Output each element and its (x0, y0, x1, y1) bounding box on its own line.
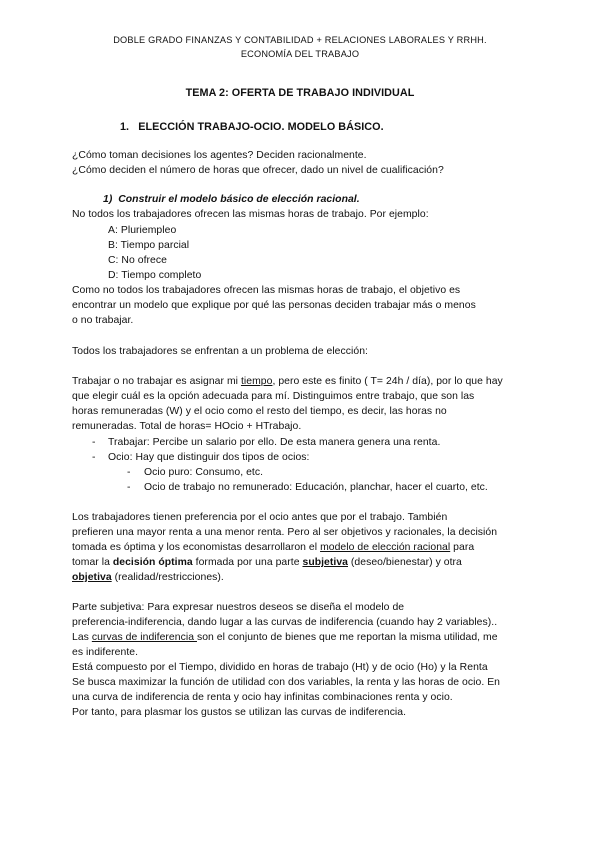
paragraph-line (72, 631, 498, 644)
paragraph-line: es indiferente. (72, 647, 139, 658)
section-number: 1. (120, 121, 130, 133)
paragraph-line: Parte subjetiva: Para expresar nuestros deseos se diseña el modelo de (72, 602, 405, 613)
question-1: ¿Cómo toman decisiones los agentes? Deciden racionalmente. (72, 150, 367, 161)
example-item: B: Tiempo parcial (108, 240, 190, 251)
paragraph-line: horas remuneradas (W) y el ocio como el resto del tiempo, es decir, las horas no (72, 406, 447, 417)
paragraph-line: Los trabajadores tienen preferencia por el ocio antes que por el trabajo. También (72, 512, 448, 523)
example-item: A: Pluriempleo (108, 225, 177, 236)
text-run: Las (72, 632, 92, 643)
bullet-item: Trabajar: Percibe un salario por ello. De esta manera genera una renta. (108, 437, 441, 448)
paragraph-line: una curva de indiferencia de renta y ocio hay infinitas combinaciones renta y ocio. (72, 692, 453, 703)
example-item: D: Tiempo completo (108, 270, 202, 281)
text-run: tomar la (72, 557, 113, 568)
paragraph-line (72, 541, 474, 554)
paragraph-line: preferencia-indiferencia, dando lugar a las curvas de indiferencia (cuando hay 2 variables).. (72, 617, 498, 628)
paragraph-line: que elegir cuál es la opción adecuada para mí. Distinguimos entre trabajo, que son las (72, 391, 475, 402)
dash-bullet: - (127, 467, 131, 478)
header-degree: DOBLE GRADO FINANZAS Y CONTABILIDAD + RELACIONES LABORALES Y RRHH. (113, 35, 487, 45)
intro-text: No todos los trabajadores ofrecen las mismas horas de trabajo. Por ejemplo: (72, 209, 429, 220)
subsection-title: Construir el modelo básico de elección racional. (118, 194, 360, 205)
paragraph-line: Todos los trabajadores se enfrentan a un problema de elección: (72, 346, 368, 357)
underlined-term-modelo: modelo de elección racional (320, 542, 451, 553)
subsection-number: 1) (103, 194, 113, 205)
bold-term-decision: decisión óptima (112, 557, 193, 568)
underlined-term-tiempo: tiempo (240, 376, 273, 387)
text-run: para (450, 542, 475, 553)
paragraph-line (72, 375, 503, 388)
paragraph-line: Por tanto, para plasmar los gustos se utilizan las curvas de indiferencia. (72, 707, 407, 718)
bullet-item: Ocio: Hay que distinguir dos tipos de ocios: (108, 452, 310, 463)
text-run: formada por una parte (192, 557, 303, 568)
sub-bullet-item: Ocio puro: Consumo, etc. (144, 467, 264, 478)
dash-bullet: - (127, 482, 131, 493)
paragraph-line: Se busca maximizar la función de utilidad con dos variables, la renta y las horas de ocio. En (72, 677, 501, 688)
header-course: ECONOMÍA DEL TRABAJO (240, 49, 360, 59)
bold-term-subjetiva: subjetiva (302, 557, 348, 568)
page-title: TEMA 2: OFERTA DE TRABAJO INDIVIDUAL (185, 87, 415, 99)
paragraph-line: Como no todos los trabajadores ofrecen las mismas horas de trabajo, el objetivo es (72, 285, 461, 296)
text-run: (deseo/bienestar) y otra (347, 557, 462, 568)
subsection-heading (103, 193, 360, 206)
paragraph-line: Está compuesto por el Tiempo, dividido en horas de trabajo (Ht) y de ocio (Ho) y la Renta (72, 662, 488, 673)
section-heading (120, 121, 384, 134)
paragraph-line: prefieren una mayor renta a una menor renta. Pero al ser objetivos y racionales, la decisión (72, 527, 498, 538)
underlined-term-curvas: curvas de indiferencia (91, 632, 197, 643)
dash-bullet: - (92, 452, 96, 463)
example-item: C: No ofrece (108, 255, 167, 266)
paragraph-line: remuneradas. Total de horas= HOcio + HTrabajo. (72, 421, 302, 432)
text-run: (realidad/restricciones). (111, 572, 224, 583)
paragraph-line (72, 571, 224, 584)
sub-bullet-item: Ocio de trabajo no remunerado: Educación, planchar, hacer el cuarto, etc. (144, 482, 488, 493)
dash-bullet: - (92, 437, 96, 448)
text-run: , pero este es finito ( T= 24h / día), por lo que hay (272, 376, 503, 387)
paragraph-line (72, 556, 462, 569)
bold-term-objetiva: objetiva (72, 572, 112, 583)
text-run: Trabajar o no trabajar es asignar mi (72, 376, 241, 387)
text-run: tomada es óptima y los economistas desarrollaron el (72, 542, 321, 553)
paragraph-line: encontrar un modelo que explique por qué las personas deciden trabajar más o menos (72, 300, 476, 311)
question-2: ¿Cómo deciden el número de horas que ofrecer, dado un nivel de cualificación? (72, 165, 444, 176)
paragraph-line: o no trabajar. (72, 315, 134, 326)
section-title: ELECCIÓN TRABAJO-OCIO. MODELO BÁSICO. (138, 121, 384, 133)
text-run: son el conjunto de bienes que me reportan la misma utilidad, me (196, 632, 498, 643)
